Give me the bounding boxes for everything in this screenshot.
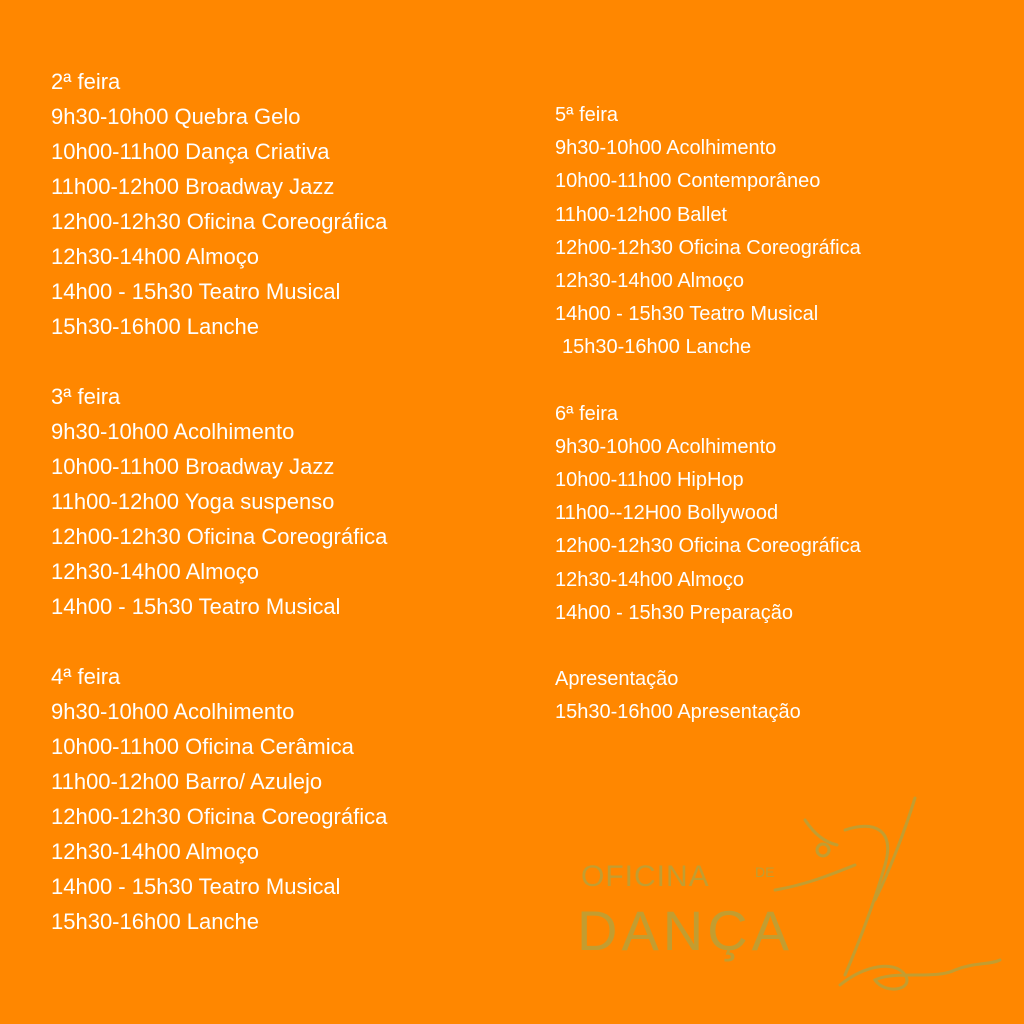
day-title: 2ª feira	[51, 69, 121, 94]
schedule-item: 12h30-14h00 Almoço	[51, 244, 259, 269]
schedule-item: 9h30-10h00 Acolhimento	[555, 435, 777, 458]
schedule-item: 12h30-14h00 Almoço	[555, 270, 745, 293]
schedule-item: 11h00-12h00 Barro/ Azulejo	[51, 769, 323, 794]
schedule-item: 12h00-12h30 Oficina Coreográfica	[51, 524, 388, 549]
schedule-item: 9h30-10h00 Acolhimento	[555, 137, 777, 160]
schedule-item: 9h30-10h00 Acolhimento	[51, 699, 295, 724]
schedule-item: 11h00--12H00 Bollywood	[555, 502, 779, 525]
logo-text-oficina: OFICINA	[581, 860, 710, 893]
schedule-item: 12h00-12h30 Oficina Coreográfica	[51, 209, 388, 234]
schedule-item: 9h30-10h00 Acolhimento	[51, 419, 295, 444]
schedule-item: 12h00-12h30 Oficina Coreográfica	[555, 236, 861, 259]
logo-text-de: DE	[755, 864, 775, 880]
schedule-right-column	[555, 99, 995, 729]
schedule-left-column	[51, 64, 521, 939]
schedule-item: 11h00-12h00 Ballet	[555, 203, 727, 226]
schedule-item: 14h00 - 15h30 Teatro Musical	[51, 594, 341, 619]
schedule-item: 14h00 - 15h30 Teatro Musical	[51, 874, 341, 899]
logo-text-danca: DANÇA	[577, 899, 794, 962]
schedule-item: 10h00-11h00 Broadway Jazz	[51, 454, 335, 479]
schedule-item: 12h30-14h00 Almoço	[51, 559, 259, 584]
day-block-tuesday	[51, 379, 521, 624]
day-title: 4ª feira	[51, 664, 121, 689]
schedule-item: 11h00-12h00 Yoga suspenso	[51, 489, 335, 514]
day-block-thursday	[555, 99, 995, 365]
schedule-item: 12h30-14h00 Almoço	[555, 568, 745, 591]
day-block-friday	[555, 398, 995, 630]
day-title: 5ª feira	[555, 104, 618, 126]
day-block-presentation	[555, 663, 995, 729]
schedule-item: 9h30-10h00 Quebra Gelo	[51, 104, 301, 129]
day-title: 3ª feira	[51, 384, 121, 409]
schedule-item: 10h00-11h00 Dança Criativa	[51, 139, 330, 164]
dancer-figure-icon	[575, 790, 1015, 1000]
day-block-wednesday	[51, 659, 521, 939]
schedule-item: 12h00-12h30 Oficina Coreográfica	[51, 804, 388, 829]
schedule-item: 15h30-16h00 Lanche	[51, 314, 259, 339]
oficina-de-danca-logo	[575, 790, 1015, 1000]
schedule-item: 10h00-11h00 Contemporâneo	[555, 170, 821, 193]
schedule-item: 12h00-12h30 Oficina Coreográfica	[555, 535, 861, 558]
day-title: Apresentação	[555, 668, 679, 691]
schedule-item: 14h00 - 15h30 Teatro Musical	[555, 303, 819, 326]
schedule-item: 12h30-14h00 Almoço	[51, 839, 259, 864]
schedule-item: 14h00 - 15h30 Preparação	[555, 601, 793, 624]
schedule-item: 14h00 - 15h30 Teatro Musical	[51, 279, 341, 304]
schedule-item: 15h30-16h00 Lanche	[51, 909, 259, 934]
schedule-item: 15h30-16h00 Apresentação	[555, 701, 801, 724]
schedule-item: 15h30-16h00 Lanche	[562, 336, 752, 359]
schedule-item: 10h00-11h00 HipHop	[555, 469, 744, 492]
day-block-monday	[51, 64, 521, 344]
schedule-item: 10h00-11h00 Oficina Cerâmica	[51, 734, 354, 759]
day-title: 6ª feira	[555, 402, 618, 425]
schedule-item: 11h00-12h00 Broadway Jazz	[51, 174, 335, 199]
